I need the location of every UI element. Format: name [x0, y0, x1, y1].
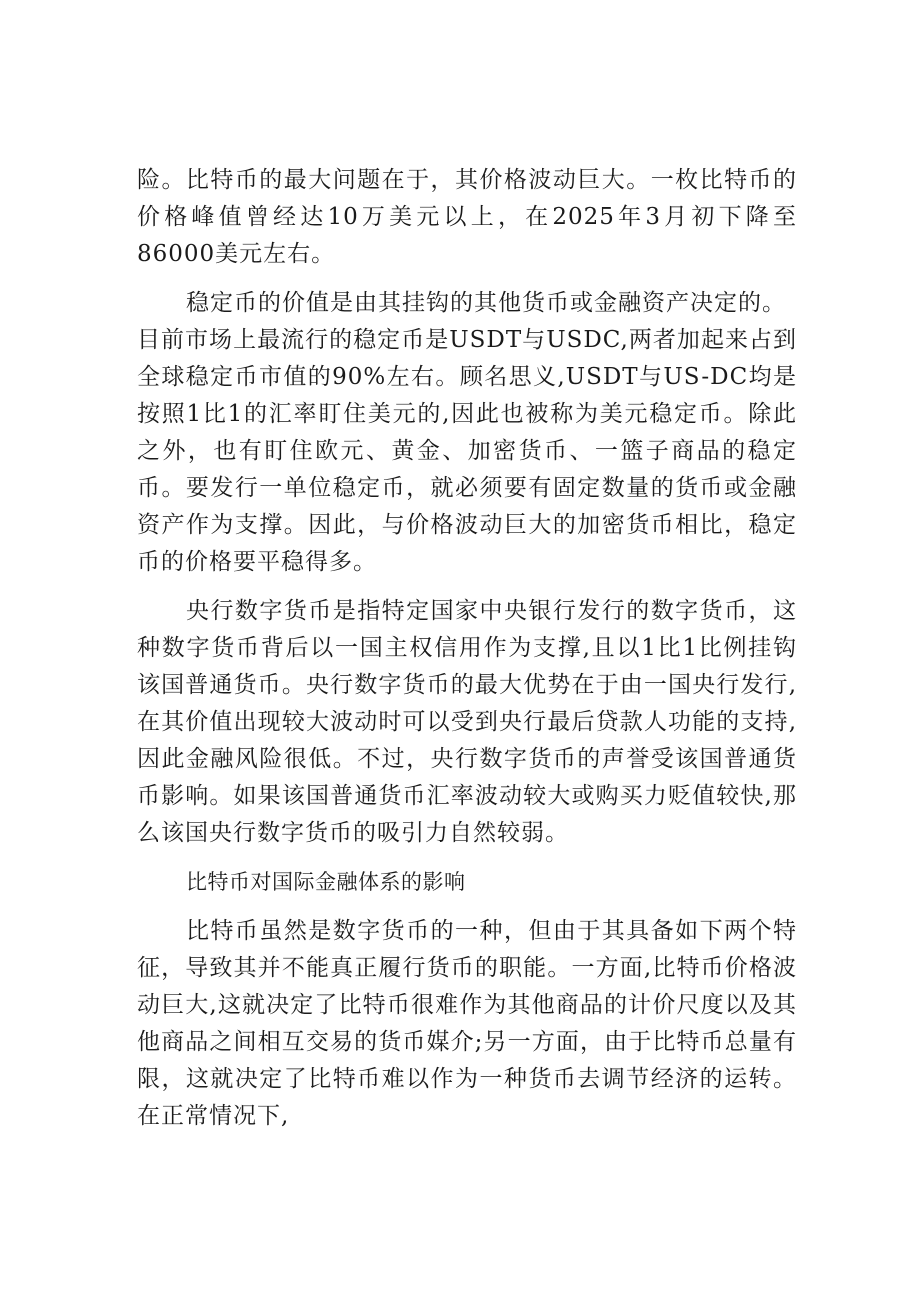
- paragraph-stablecoin-details: 目前市场上最流行的稳定币是USDT与USDC,两者加起来占到全球稳定币市值的90%左右。顾名思义,USDT与US-DC均是按照1比1的汇率盯住美元的,因此也被称为美元稳定币。除此之外，也有盯住欧元、黄金、加密货币、一篮子商品的稳定币。要发行一单位稳定币，就必须要有固定数量的货币或金融资产作为支撑。因此，与价格波动巨大的加密货币相比，稳定币的价格要平稳得多。: [137, 327, 797, 575]
- paragraph-bitcoin-volatility: 险。比特币的最大问题在于，其价格波动巨大。一枚比特币的价格峰值曾经达10万美元以上，在2025年3月初下降至86000美元左右。: [137, 167, 797, 267]
- document-body: [137, 162, 797, 1135]
- paragraph-bitcoin-impact: 比特币虽然是数字货币的一种，但由于其具备如下两个特征，导致其并不能真正履行货币的职能。一方面,比特币价格波动巨大,这就决定了比特币很难作为其他商品的计价尺度以及其他商品之间相互交易的货币媒介;另一方面，由于比特币总量有限，这就决定了比特币难以作为一种货币去调节经济的运转。在正常情况下,: [137, 918, 797, 1129]
- paragraph-cbdc: 央行数字货币是指特定国家中央银行发行的数字货币，这种数字货币背后以一国主权信用作为支撑,且以1比1比例挂钩该国普通货币。央行数字货币的最大优势在于由一国央行发行,在其价值出现较大波动时可以受到央行最后贷款人功能的支持,因此金融风险很低。不过，央行数字货币的声誉受该国普通货币影响。如果该国普通货币汇率波动较大或购买力贬值较快,那么该国央行数字货币的吸引力自然较弱。: [137, 598, 797, 846]
- section-heading: 比特币对国际金融体系的影响: [186, 870, 466, 894]
- paragraph-stablecoin-value-intro: 稳定币的价值是由其挂钩的其他货币或金融资产决定的。: [186, 290, 786, 316]
